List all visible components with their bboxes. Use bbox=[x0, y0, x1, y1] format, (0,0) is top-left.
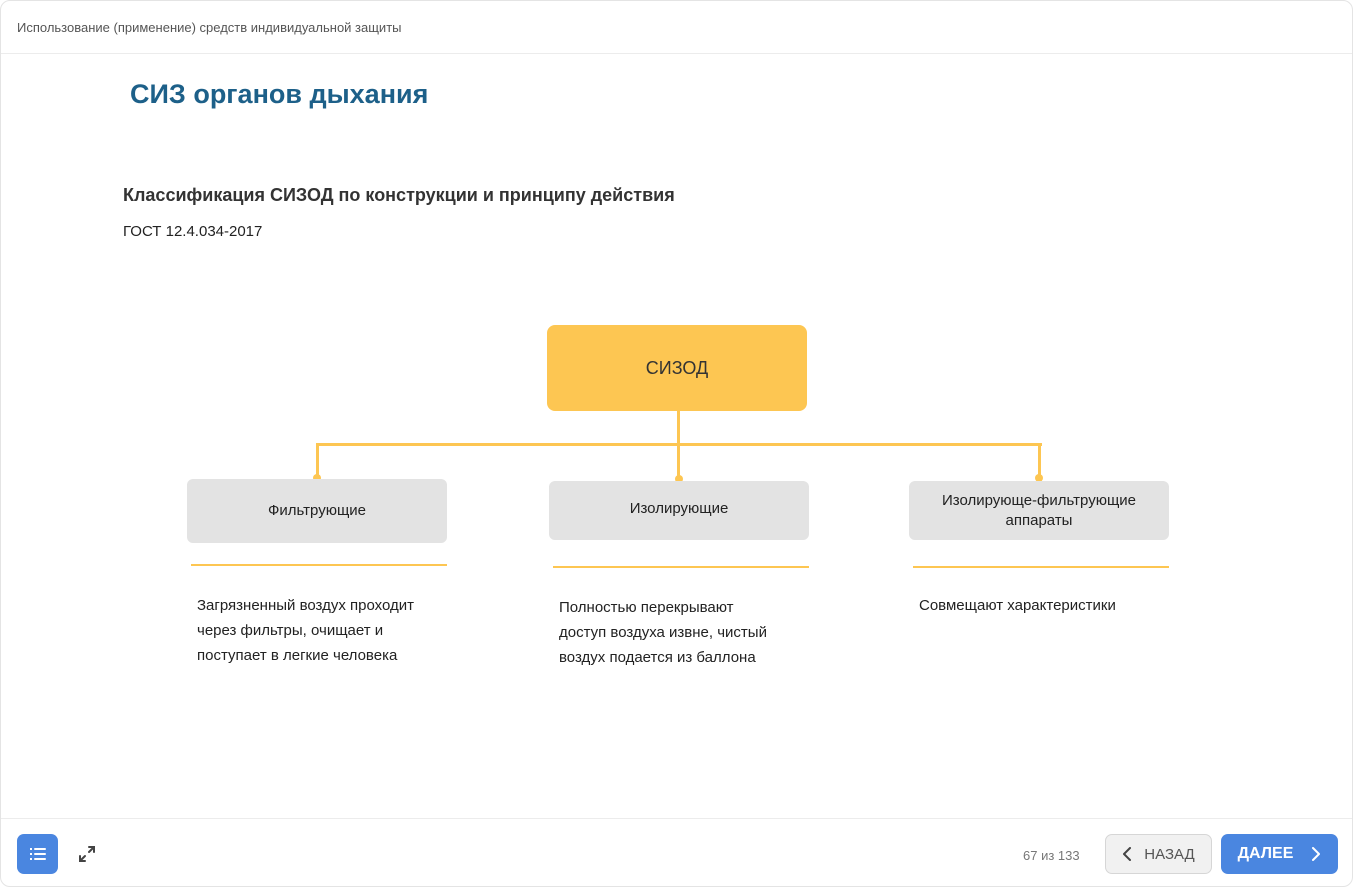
description-line: Совмещают характеристики bbox=[919, 597, 1116, 614]
fullscreen-button[interactable] bbox=[74, 841, 100, 867]
description-isolating bbox=[559, 595, 767, 670]
root-node-label: СИЗОД bbox=[645, 357, 709, 378]
expand-icon bbox=[77, 844, 97, 864]
back-button-label: НАЗАД bbox=[1144, 845, 1195, 863]
description-line: через фильтры, очищает и bbox=[197, 622, 384, 639]
connector-right bbox=[1038, 443, 1041, 477]
description-line: воздух подается из баллона bbox=[559, 649, 756, 666]
description-line: поступает в легкие человека bbox=[197, 647, 398, 664]
node-label: Фильтрующие bbox=[267, 502, 367, 519]
list-icon bbox=[29, 846, 47, 862]
node-label-line: аппараты bbox=[1005, 511, 1073, 529]
diagram-node-isolating-filtering bbox=[909, 481, 1169, 540]
diagram-root-node bbox=[547, 325, 807, 411]
bottom-bar bbox=[1, 818, 1352, 887]
description-filtering bbox=[197, 593, 414, 668]
description-line: Загрязненный воздух проходит bbox=[197, 597, 414, 614]
back-button[interactable] bbox=[1105, 834, 1212, 874]
section-subtitle: Классификация СИЗОД по конструкции и принципу действия bbox=[123, 185, 675, 205]
next-button[interactable] bbox=[1221, 834, 1338, 874]
connector-left bbox=[316, 443, 319, 477]
diagram-node-isolating bbox=[549, 481, 809, 540]
page-title: СИЗ органов дыхания bbox=[130, 79, 429, 109]
next-button-label: ДАЛЕЕ bbox=[1237, 845, 1294, 862]
node-label-line: Изолирующе-фильтрующие bbox=[941, 491, 1137, 509]
divider-center bbox=[553, 566, 809, 568]
course-title: Использование (применение) средств индивидуальной защиты bbox=[17, 20, 402, 35]
divider-left bbox=[191, 564, 447, 566]
diagram-node-filtering bbox=[187, 479, 447, 543]
top-bar bbox=[1, 1, 1352, 54]
connector-horizontal bbox=[316, 443, 1042, 446]
description-isolating-filtering bbox=[919, 593, 1116, 618]
standard-reference: ГОСТ 12.4.034-2017 bbox=[123, 223, 263, 240]
divider-right bbox=[913, 566, 1169, 568]
table-of-contents-button[interactable] bbox=[17, 834, 58, 874]
description-line: доступ воздуха извне, чистый bbox=[559, 624, 767, 641]
chevron-right-icon bbox=[1311, 847, 1321, 861]
page-counter: 67 из 133 bbox=[1023, 848, 1080, 863]
node-label: Изолирующие bbox=[629, 500, 729, 517]
chevron-left-icon bbox=[1122, 847, 1132, 861]
description-line: Полностью перекрывают bbox=[559, 599, 734, 616]
